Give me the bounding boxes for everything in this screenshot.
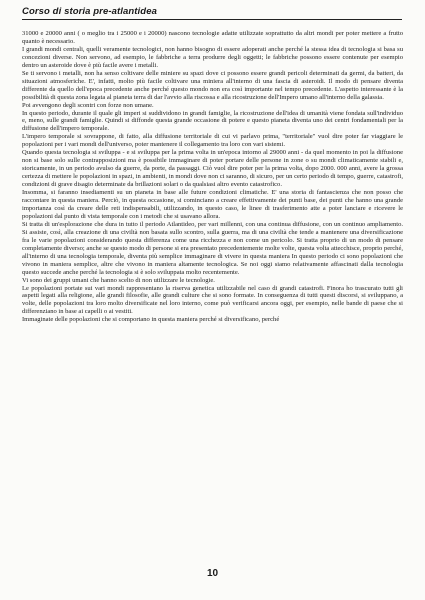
running-header	[22, 6, 402, 20]
paragraph: Si tratta di un'esplorazione che dura in tutto il periodo Atlantideo, per vari millenni, con una continua diffusione, con un continuo ampliamento. Si assiste, così, alla creazione di una civiltà non basata sullo scontro, sulla guerra, ma di una civiltà che tende a mantenere una diversificazione fra le varie popolazioni considerando questa differenza come una ricchezza e non come un pericolo. Si tratta proprio di un modo di pensare completamente diverso; anche se questo modo di persone si era presentato precedentemente molte volte, questa volta attecchisce, proprio perché, all'interno di una tecnologia temporale, diventa più semplice immaginare di vivere in questa maniera In questo periodo ci sono popolazioni che vivono in maniera semplice, altre che vivono in maniera altamente tecnologica. Se noi oggi siamo relativamente affascinati dalla tecnologia questo succede anche perché la tecnologia si è solo sviluppata molto recentemente.	[22, 220, 403, 276]
paragraph: Quando questa tecnologia si sviluppa - e si sviluppa per la prima volta in un'epoca intorno al 29000 anni - da quel momento in poi la diffusione non si base solo sulle contrapposizioni ma è possibile immaginare di poter portare delle persone in zone o su mondi climaticamente stabili e, storicamente, in un periodo avulso da guerre, da porte, da passaggi. Ciò vuol dire poter per la prima volta, dopo 2000. 000 anni, avere la grossa certezza di mettere le popolazioni in spazi, in ambienti, in mondi dove non ci saranno, di sicuro, per un certo periodo di tempo, guerre, catastrofi, condizioni di grave disagio determinate da brillazioni solari o da qualsiasi altro evento catastrofico.	[22, 149, 403, 189]
body-text	[22, 30, 403, 324]
paragraph: In questo periodo, durante il quale gli imperi si suddividono in grandi famiglie, la ricostruzione dell'idea di umanità viene fondata sull'individuo e, meno, sulle grandi famiglie. Quindi si diffonde questa grande occasione di potere e questo pianeta diventa uno dei centri fondamentali per la diffusione dell'impero temporale.	[22, 109, 403, 133]
paragraph: Insomma, si faranno insediamenti su un pianeta in base alle future condizioni climatiche. E' una storia di fantascienza che non posso che raccontare in questa maniera. Perciò, in questa occasione, si cominciano a creare effettivamente dei punti base, dei punti che hanno una grande importanza così da creare delle reti indispensabili, utilizzando, in questo caso, le linee di trasferimento atte a poter lanciare e ricevere le popolazioni dal punto di vista temporale con i metodi che si usavano allora.	[22, 189, 403, 220]
page-number: 10	[206, 568, 219, 579]
paragraph: 31000 e 20000 anni ( o meglio tra i 25000 e i 20000) nascono tecnologie adatte utilizzate soprattutto da altri mondi per poter mettere a frutto quanto è necessario.	[22, 30, 403, 45]
paragraph: Poi avvengono degli scontri con forze non umane.	[22, 101, 154, 109]
paragraph: Se ti servono i metalli, non ha senso coltivare delle miniere su spazi dove ci possono essere grandi pericoli determinati da germi, da batteri, da situazioni atmosferiche. E', infatti, molto più facile coltivare una miniera all'interno di una fascia di asteroidi. Il modo di pensare diventa differente da quello dell'epoca precedente anche perché questo mondo non era così importante nel tempo precedente. L'aspetto interessante è la possibilità di questa zona legata al pianeta terra di dar l'avvio alla riscossa e alla ricostruzione dell'Impero umano all'interno della galassia.	[22, 69, 403, 101]
paragraph: Immaginate delle popolazioni che si comportano in questa maniera perché si diversificano, perché	[22, 316, 280, 324]
header-title: Corso di storia pre-atlantidea	[22, 6, 157, 17]
paragraph: L'impero temporale si sovrappone, di fatto, alla diffusione territoriale di cui vi parlavo prima, "territoriale" vuol dire poter far viaggiare le popolazioni per i vari mondi dell'universo, poter mantenere il collegamento tra loro con vari sistemi.	[22, 133, 403, 149]
paragraph: Vi sono dei gruppi umani che hanno scelto di non utilizzare le tecnologie.	[22, 276, 215, 284]
paragraph: I grandi mondi centrali, quelli veramente tecnologici, non hanno bisogno di essere adoperati anche perché la stessa idea di tecnologia si basa su concezioni diverse. Non servono, ad esempio, le fabbriche a terra produrre degli oggetti; le fabbriche possono essere contenute per esempio dentro un asteroide dove è più facile avere i metalli.	[22, 45, 403, 69]
paragraph: Le popolazioni portate sui vari mondi rappresentano la riserva genetica utilizzabile nel caso di grandi catastrofi. Finora ho trascurato tutti gli aspetti legati alla religione, alle grandi filosofie, alle grandi culture che si sono formate. In conseguenza di tutti questi discorsi, si sviluppano, a volte, delle popolazioni tra loro molto diversificate nel loro interno, come può verificarsi ancora oggi, per esempio, nelle bande di paese che si differenziano in base ai capelli o ai vestiti.	[22, 284, 403, 316]
